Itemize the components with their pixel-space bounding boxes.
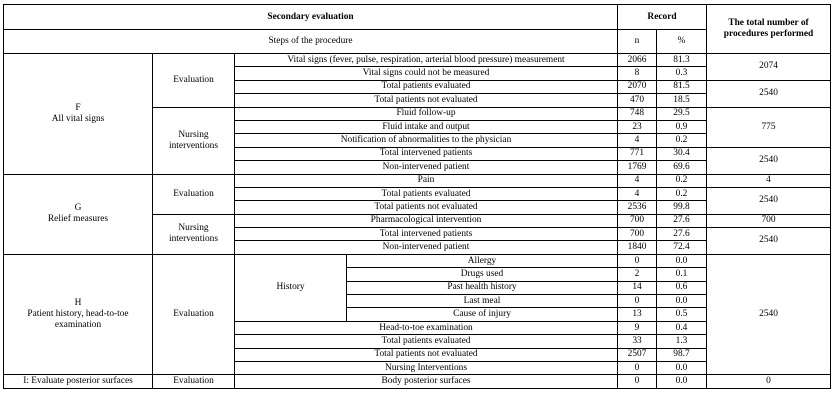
percent-value: 0.0 [657, 295, 707, 308]
percent-value: 81.5 [657, 80, 707, 93]
percent-value: 27.6 [657, 214, 707, 227]
step-label: Pharmacological intervention [235, 214, 618, 227]
step-label: Past health history [347, 281, 618, 294]
n-value: 8 [618, 67, 657, 80]
n-value: 1769 [618, 161, 657, 174]
percent-value: 0.6 [657, 281, 707, 294]
n-value: 2507 [618, 348, 657, 361]
n-value: 2066 [618, 54, 657, 67]
n-value: 4 [618, 174, 657, 187]
step-label: Notification of abnormalities to the physician [235, 134, 618, 147]
percent-value: 98.7 [657, 348, 707, 361]
g-nursing-interventions-label: Nursing interventions [153, 214, 235, 254]
n-value: 771 [618, 147, 657, 160]
percent-value: 81.3 [657, 54, 707, 67]
percent-value: 0.5 [657, 308, 707, 321]
secondary-evaluation-table [3, 4, 831, 389]
step-label: Total patients evaluated [235, 187, 618, 200]
total-value: 700 [707, 214, 831, 227]
step-label: Vital signs (fever, pulse, respiration, arterial blood pressure) measurement [235, 54, 618, 67]
step-label: Fluid intake and output [235, 120, 618, 133]
total-value: 4 [707, 174, 831, 187]
n-value: 2 [618, 268, 657, 281]
percent-value: 0.4 [657, 321, 707, 334]
step-label: Total patients evaluated [235, 335, 618, 348]
percent-value: 0.2 [657, 174, 707, 187]
step-label: Non-intervened patient [235, 161, 618, 174]
i-evaluation-label: Evaluation [153, 375, 235, 388]
history-label: History [235, 254, 347, 321]
header-steps: Steps of the procedure [4, 30, 618, 54]
percent-value: 72.4 [657, 241, 707, 254]
n-value: 700 [618, 214, 657, 227]
step-label: Body posterior surfaces [235, 375, 618, 388]
step-label: Total patients not evaluated [235, 348, 618, 361]
total-value: 2540 [707, 80, 831, 107]
percent-value: 0.2 [657, 134, 707, 147]
section-f-label: F All vital signs [4, 54, 153, 175]
step-label: Fluid follow-up [235, 107, 618, 120]
step-label: Non-intervened patient [235, 241, 618, 254]
step-label: Total patients not evaluated [235, 94, 618, 107]
total-value: 775 [707, 107, 831, 147]
n-value: 0 [618, 295, 657, 308]
n-value: 2536 [618, 201, 657, 214]
step-label: Drugs used [347, 268, 618, 281]
n-value: 13 [618, 308, 657, 321]
percent-value: 0.2 [657, 187, 707, 200]
step-label: Nursing Interventions [235, 361, 618, 374]
percent-value: 0.3 [657, 67, 707, 80]
header-percent: % [657, 30, 707, 54]
total-value: 2540 [707, 254, 831, 375]
percent-value: 0.0 [657, 375, 707, 388]
n-value: 23 [618, 120, 657, 133]
header-total-procedures: The total number of procedures performed [707, 5, 831, 54]
n-value: 1840 [618, 241, 657, 254]
percent-value: 69.6 [657, 161, 707, 174]
percent-value: 0.1 [657, 268, 707, 281]
step-label: Total intervened patients [235, 228, 618, 241]
n-value: 4 [618, 134, 657, 147]
section-h-label: H Patient history, head-to-toe examination [4, 254, 153, 375]
step-label: Head-to-toe examination [235, 321, 618, 334]
step-label: Cause of injury [347, 308, 618, 321]
percent-value: 30.4 [657, 147, 707, 160]
header-secondary-evaluation: Secondary evaluation [4, 5, 618, 30]
percent-value: 29.5 [657, 107, 707, 120]
percent-value: 0.0 [657, 361, 707, 374]
n-value: 0 [618, 375, 657, 388]
percent-value: 18.5 [657, 94, 707, 107]
section-g-label: G Relief measures [4, 174, 153, 254]
n-value: 9 [618, 321, 657, 334]
n-value: 470 [618, 94, 657, 107]
step-label: Allergy [347, 254, 618, 267]
total-value: 2074 [707, 54, 831, 81]
f-evaluation-label: Evaluation [153, 54, 235, 108]
n-value: 700 [618, 228, 657, 241]
step-label: Total patients evaluated [235, 80, 618, 93]
section-i-label: I: Evaluate posterior surfaces [4, 375, 153, 388]
step-label: Last meal [347, 295, 618, 308]
total-value: 0 [707, 375, 831, 388]
n-value: 0 [618, 254, 657, 267]
total-value: 2540 [707, 187, 831, 214]
f-nursing-interventions-label: Nursing interventions [153, 107, 235, 174]
n-value: 0 [618, 361, 657, 374]
step-label: Total intervened patients [235, 147, 618, 160]
g-evaluation-label: Evaluation [153, 174, 235, 214]
total-value: 2540 [707, 228, 831, 255]
step-label: Total patients not evaluated [235, 201, 618, 214]
n-value: 2070 [618, 80, 657, 93]
n-value: 14 [618, 281, 657, 294]
step-label: Pain [235, 174, 618, 187]
percent-value: 27.6 [657, 228, 707, 241]
percent-value: 0.9 [657, 120, 707, 133]
percent-value: 0.0 [657, 254, 707, 267]
percent-value: 99.8 [657, 201, 707, 214]
step-label: Vital signs could not be measured [235, 67, 618, 80]
total-value: 2540 [707, 147, 831, 174]
header-record: Record [618, 5, 707, 30]
percent-value: 1.3 [657, 335, 707, 348]
n-value: 4 [618, 187, 657, 200]
header-n: n [618, 30, 657, 54]
h-evaluation-label: Evaluation [153, 254, 235, 375]
n-value: 748 [618, 107, 657, 120]
n-value: 33 [618, 335, 657, 348]
